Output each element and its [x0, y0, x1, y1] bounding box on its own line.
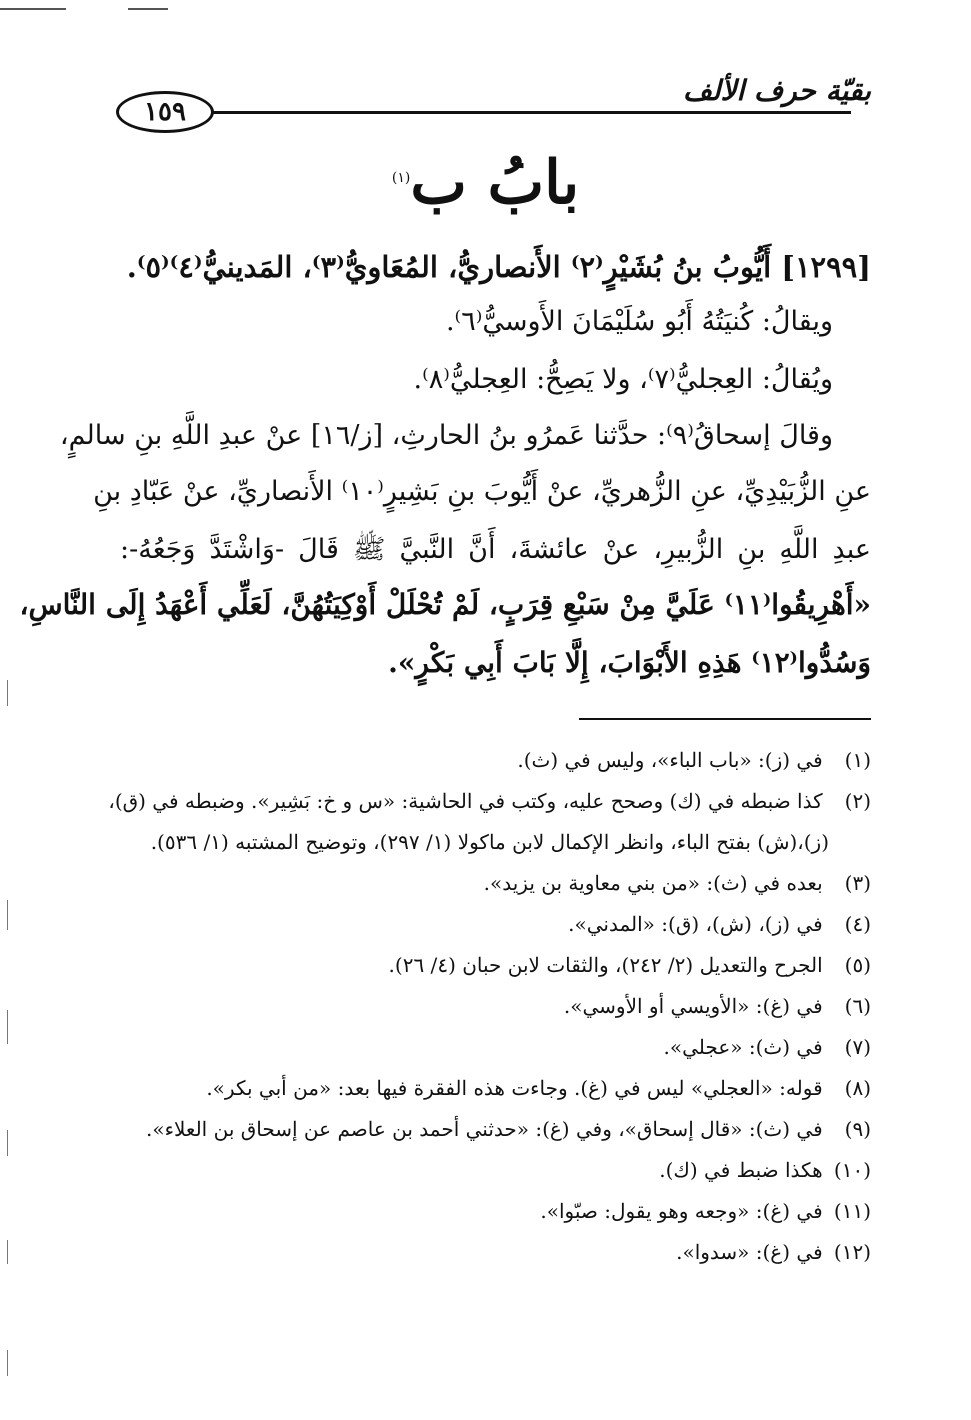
text-line: وقالَ إسحاقُ⁽٩⁾: حدَّثنا عَمرُو بنُ الحارثِ، [ز/١٦] عنْ عبدِ اللَّهِ بنِ سالمٍ،	[59, 420, 833, 451]
scan-margin-mark	[7, 900, 8, 930]
text-line: عبدِ اللَّهِ بنِ الزُّبيرِ، عنْ عائشةَ، أَنَّ النَّبيَّ ﷺ قَالَ -وَاشْتَدَّ وَجَعُهُ-:	[120, 534, 871, 565]
footnote-text: في (ز)، (ش)، (ق): «المدني».	[568, 912, 823, 936]
footnote-text: في (غ): «وجعه وهو يقول: صبّوا».	[540, 1199, 823, 1223]
scan-margin-mark	[7, 680, 8, 706]
footnote-text: في (غ): «سدوا».	[676, 1240, 823, 1264]
footnote-number: (١٠)	[833, 1158, 871, 1182]
running-header: بقيّة حرف الألف	[683, 74, 871, 107]
footnote-text: هكذا ضبط في (ك).	[659, 1158, 823, 1182]
footnote-text: في (غ): «الأويسي أو الأوسي».	[563, 994, 823, 1018]
footnote-number: (١٢)	[833, 1240, 871, 1264]
footnote	[120, 1232, 871, 1273]
header-rule	[190, 111, 851, 114]
footnote-text: بعده في (ث): «من بني معاوية بن يزيد».	[483, 871, 823, 895]
footnote-number: (٧)	[844, 1035, 871, 1059]
footnote-number: (١١)	[833, 1199, 871, 1223]
footnote-number: (١)	[844, 748, 871, 772]
top-edge-rule	[0, 8, 66, 10]
scan-margin-mark	[7, 1130, 8, 1156]
page-number: ١٥٩	[116, 91, 214, 133]
footnote-number: (٩)	[844, 1117, 871, 1141]
text-line: ويقالُ: كُنيَتُهُ أَبُو سُلَيْمَانَ الأَوسيُّ⁽٦⁾.	[445, 306, 833, 337]
scan-margin-mark	[7, 1350, 8, 1376]
footnote	[120, 740, 871, 781]
footnote	[120, 986, 871, 1027]
footnote-number: (٨)	[844, 1076, 871, 1100]
footnote-continuation: (ز)،(ش) بفتح الباء، وانظر الإكمال لابن ماكولا (١/ ٢٩٧)، وتوضيح المشتبه (١/ ٥٣٦).	[150, 830, 829, 854]
top-edge-rule	[128, 8, 168, 10]
footnote-text: قوله: «العجلي» ليس في (غ). وجاءت هذه الفقرة فيها بعد: «من أبي بكر».	[206, 1076, 823, 1100]
hadith-text: وَسُدُّوا⁽١٢⁾ هَذِهِ الأَبْوَابَ، إِلَّا بَابَ أَبِي بَكْرٍ».	[388, 646, 871, 679]
footnote-divider	[579, 718, 871, 720]
footnote	[120, 1150, 871, 1191]
chapter-title-text: بابُ ب	[410, 148, 580, 218]
footnote	[120, 904, 871, 945]
footnote	[120, 945, 871, 986]
footnote	[120, 1027, 871, 1068]
text-line: ويُقالُ: العِجليُّ⁽٧⁾، ولا يَصِحُّ: العِجليُّ⁽٨⁾.	[413, 364, 833, 395]
footnote-number: (٣)	[844, 871, 871, 895]
footnote-text: في (ز): «باب الباء»، وليس في (ث).	[517, 748, 823, 772]
footnote-number: (٥)	[844, 953, 871, 977]
entry-heading: [١٢٩٩] أَيُّوبُ بنُ بُشَيْرٍ⁽٢⁾ الأَنصاريُّ، المُعَاويُّ⁽٣⁾، المَدينيُّ⁽٤⁾⁽٥⁾.	[126, 250, 871, 284]
chapter-footnote-ref: (١)	[391, 170, 411, 186]
footnote-number: (٤)	[844, 912, 871, 936]
footnotes	[108, 740, 871, 1273]
footnote-number: (٦)	[844, 994, 871, 1018]
hadith-text: «أَهْرِيقُوا⁽١١⁾ عَلَيَّ مِنْ سَبْعِ قِرَبٍ، لَمْ تُحْلَلْ أَوْكِيَتُهُنَّ، لَعَلِّي أَعْهَدُ إِلَى النَّاسِ،	[19, 588, 871, 621]
footnote	[108, 781, 871, 822]
footnote-text: في (ث): «قال إسحاق»، وفي (غ): «حدثني أحمد بن عاصم عن إسحاق بن العلاء».	[146, 1117, 823, 1141]
scan-margin-mark	[7, 1240, 8, 1264]
footnote	[120, 1191, 871, 1232]
footnote	[120, 1068, 871, 1109]
footnote	[120, 863, 871, 904]
footnote-number: (٢)	[844, 789, 871, 813]
footnote-text: كذا ضبطه في (ك) وصحح عليه، وكتب في الحاشية: «س و خ: بَشِير». وضبطه في (ق)،	[108, 789, 823, 813]
footnote-text: الجرح والتعديل (٢/ ٢٤٢)، والثقات لابن حبان (٤/ ٢٦).	[388, 953, 823, 977]
footnote	[120, 1109, 871, 1150]
scan-margin-mark	[7, 1010, 8, 1044]
chapter-title	[0, 148, 971, 218]
text-line: عنِ الزُّبَيْدِيِّ، عنِ الزُّهريِّ، عنْ أَيُّوبَ بنِ بَشِيرٍ⁽١٠⁾ الأَنصاريِّ، عنْ عَبّادِ بنِ	[93, 476, 871, 507]
footnote-text: في (ث): «عجلي».	[663, 1035, 823, 1059]
